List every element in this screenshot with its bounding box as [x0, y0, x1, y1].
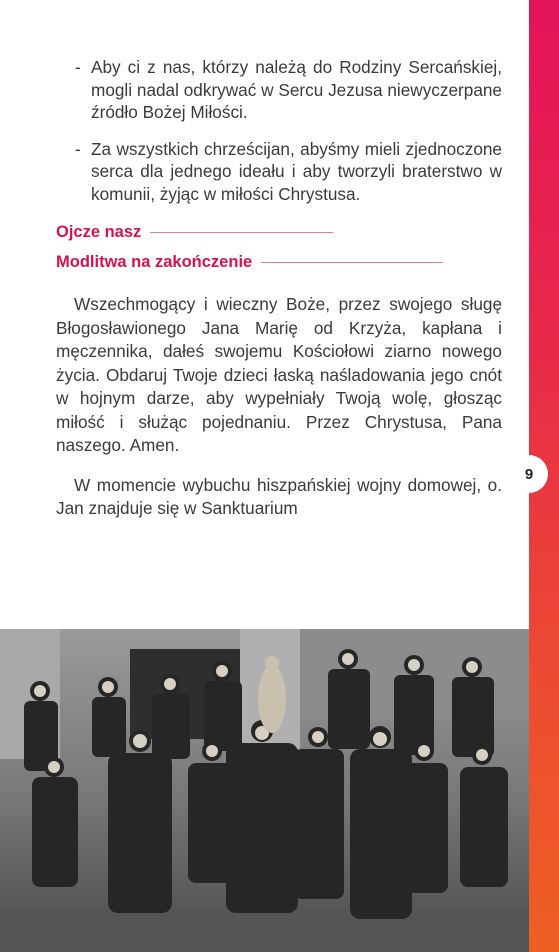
narrative-text: W momencie wybuchu hiszpańskiej wojny domowej, o. Jan znajduje się w Sanktuarium: [56, 474, 502, 518]
intercession-text: Aby ci z nas, którzy należą do Rodziny Sercańskiej, mogli nadal odkrywać w Sercu Jezusa niewyczerpane źródło Bożej Miłości.: [91, 57, 502, 122]
page-content: [56, 56, 502, 521]
bullet-dash: -: [75, 138, 81, 159]
heading-closing-prayer: [56, 249, 502, 275]
intercession-text: Za wszystkich chrześcijan, abyśmy mieli zjednoczone serca dla jednego ideału i aby tworzyli braterstwo w komunii, żyjąc w miłości Chrystusa.: [91, 138, 502, 204]
group-photo-image: [0, 629, 529, 952]
page-number: 9: [524, 465, 534, 483]
heading-text: Ojcze nasz: [56, 222, 142, 241]
intercession-item: [56, 138, 502, 206]
historical-group-photo: [0, 629, 529, 952]
heading-ojcze-nasz: [56, 219, 502, 245]
bullet-dash: -: [75, 57, 81, 77]
heading-text: Modlitwa na zakończenie: [56, 252, 253, 271]
heading-rule: [261, 262, 443, 263]
intercession-item: [56, 56, 502, 124]
closing-prayer-text: Wszechmogący i wieczny Boże, przez swojego sługę Błogosławionego Jana Marię od Krzyża, kapłana i męczennika, dałeś swojemu Kościołowi ziarno nowego życia. Obdaruj Twoje dzieci łaską naśladowania jego cnót w hojnym darze, aby wypełniały Twoją wolę, głosząc miłość i służąc pojednaniu. Przez Chrystusa, Pana naszego. Amen.: [56, 294, 502, 455]
page-number-badge: [510, 455, 548, 493]
heading-rule: [150, 232, 333, 233]
